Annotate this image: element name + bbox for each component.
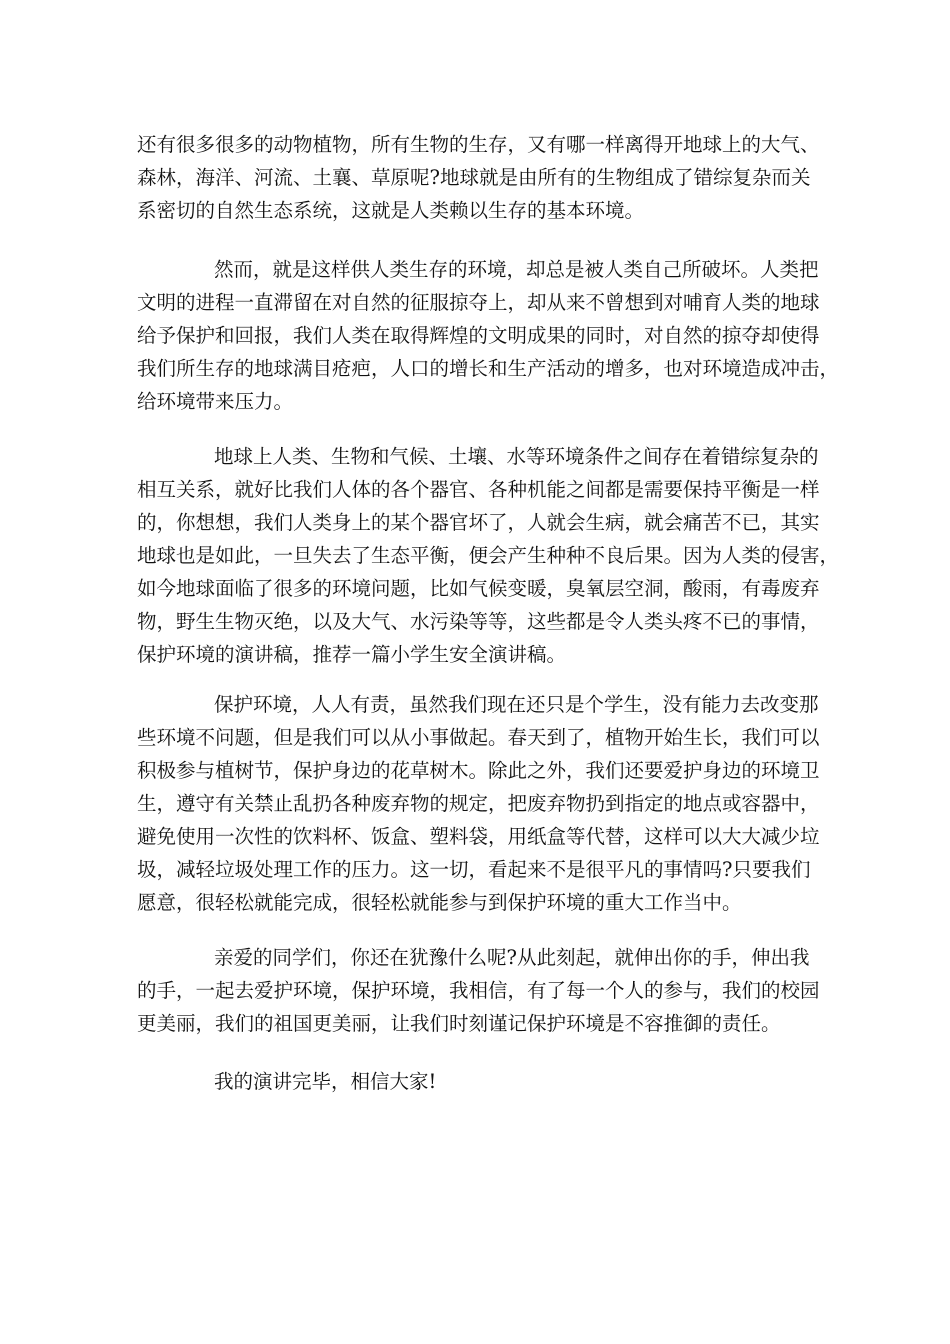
paragraph-5 [137,941,820,1040]
paragraph-line: 物，野生生物灭绝，以及大气、水污染等等，这些都是令人类头疼不已的事情， [137,610,820,633]
paragraph-line: 些环境不问题，但是我们可以从小事做起。春天到了，植物开始生长，我们可以 [137,726,820,749]
paragraph-line: 相互关系，就好比我们人体的各个器官、各种机能之间都是需要保持平衡是一样 [137,478,820,501]
paragraph-line: 亲爱的同学们，你还在犹豫什么呢?从此刻起，就伸出你的手，伸出我 [214,946,810,969]
paragraph-line: 的，你想想，我们人类身上的某个器官坏了，人就会生病，就会痛苦不已，其实 [137,511,820,534]
paragraph-line: 的手，一起去爱护环境，保护环境，我相信，有了每一个人的参与，我们的校园 [137,979,820,1002]
paragraph-line: 避免使用一次性的饮料杯、饭盒、塑料袋，用纸盒等代替，这样可以大大减少垃 [137,825,820,848]
paragraph-2 [137,253,840,418]
paragraph-line: 保护环境的演讲稿，推荐一篇小学生安全演讲稿。 [137,643,567,666]
paragraph-line: 地球上人类、生物和气候、土壤、水等环境条件之间存在着错综复杂的 [214,445,819,468]
paragraph-line: 系密切的自然生态系统，这就是人类赖以生存的基本环境。 [137,199,645,222]
paragraph-line: 给环境带来压力。 [137,390,294,413]
paragraph-line: 生，遵守有关禁止乱扔各种废弃物的规定，把废弃物扔到指定的地点或容器中， [137,792,820,815]
paragraph-line: 积极参与植树节，保护身边的花草树木。除此之外，我们还要爱护身边的环境卫 [137,759,820,782]
paragraph-line: 地球也是如此，一旦失去了生态平衡，便会产生种种不良后果。因为人类的侵害， [137,544,840,567]
paragraph-line: 给予保护和回报，我们人类在取得辉煌的文明成果的同时，对自然的掠夺却使得 [137,324,820,347]
paragraph-line: 然而，就是这样供人类生存的环境，却总是被人类自己所破坏。人类把 [214,258,819,281]
paragraph-4 [137,688,820,919]
paragraph-line: 文明的进程一直滞留在对自然的征服掠夺上，却从来不曾想到对哺育人类的地球 [137,291,820,314]
paragraph-line: 森林，海洋、河流、土襄、草原呢?地球就是由所有的生物组成了错综复杂而关 [137,166,811,189]
paragraph-line: 还有很多很多的动物植物，所有生物的生存，又有哪一样离得开地球上的大气、 [137,133,820,156]
paragraph-line: 愿意，很轻松就能完成，很轻松就能参与到保护环境的重大工作当中。 [137,891,742,914]
paragraph-line: 如今地球面临了很多的环境问题，比如气候变暖，臭氧层空洞，酸雨，有毒废弃 [137,577,820,600]
paragraph-6 [137,1065,817,1098]
paragraph-line: 我们所生存的地球满目疮疤，人口的增长和生产活动的增多，也对环境造成冲击， [137,357,840,380]
paragraph-line: 圾，减轻垃圾处理工作的压力。这一切，看起来不是很平凡的事情吗?只要我们 [137,858,811,881]
paragraph-line: 我的演讲完毕，相信大家! [214,1070,437,1093]
paragraph-line: 保护环境，人人有责，虽然我们现在还只是个学生，没有能力去改变那 [214,693,819,716]
paragraph-3 [137,440,840,671]
paragraph-line: 更美丽，我们的祖国更美丽，让我们时刻谨记保护环境是不容推御的责任。 [137,1012,781,1035]
paragraph-1 [137,128,820,227]
